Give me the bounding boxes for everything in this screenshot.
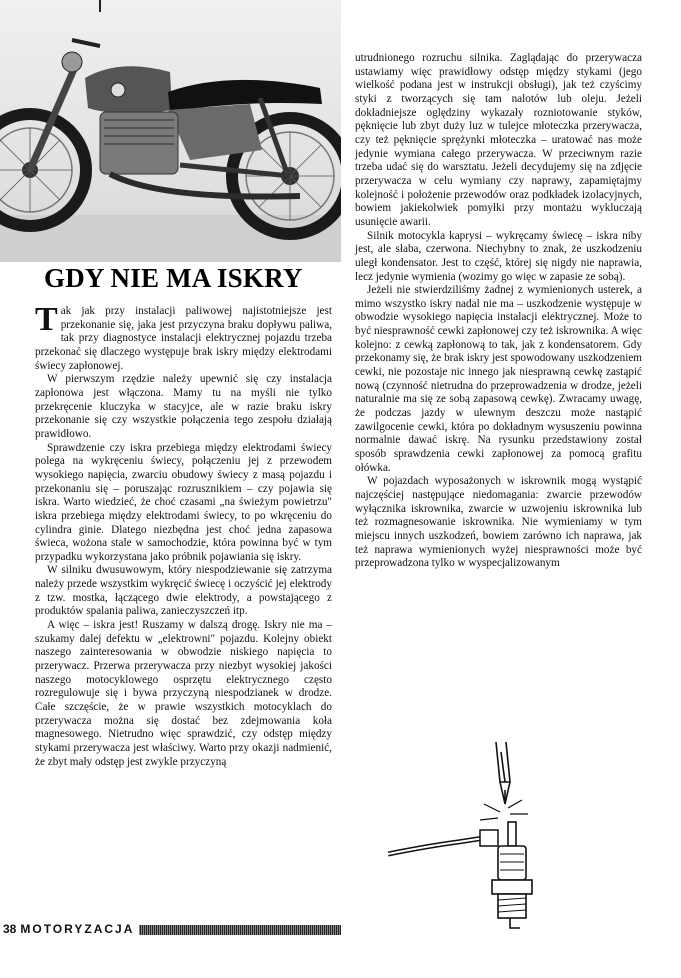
motorcycle-illustration xyxy=(0,0,341,262)
diagram-illustration xyxy=(388,742,588,932)
paragraph: A więc – iskra jest! Ruszamy w dalszą drogę. Iskry nie ma – szukamy dalej defektu w „elektrowni" pojazdu. Kolejny obiekt naszego zainteresowania w obwodzie niskiego napięcia to przerywacz. Przerwa przerywacza przy niezbyt wysokiej jakości naszego motocyklowego osprzętu elektrycznego często rozregulowuje się i bywa przyczyną niespodzianek w drodze. Całe szczęście, że w prawie wszystkich motocyklach do przerywacza można się dostać bez zdejmowania koła magnesowego. Nietrudno więc sprawdzić, czy odstęp między stykami przerywacza jest właściwy. Warto przy okazji nadmienić, że zbyt mały odstęp jest zwykle przyczyną xyxy=(35,619,332,768)
drop-cap: T xyxy=(35,301,58,338)
magazine-name: MOTORYZACJA xyxy=(20,922,135,936)
footer-label xyxy=(0,922,139,937)
page-footer xyxy=(0,921,341,937)
paragraph: Sprawdzenie czy iskra przebiega między elektrodami świecy polega na wykręceniu świecy, połączeniu jej z przewodem wysokiego napięcia, zwarciu obudowy świecy z masą pojazdu i przekonaniu się – poruszając rozrusznikiem – czy pojawia się iskra. Warto wiedzieć, że choć czasami „na świeżym powietrzu" iskra przebiega między elektrodami świecy, to po wkręceniu do cylindra ginie. Dlatego niezbędna jest choć jedna zapasowa świeca, wożona stale w samochodzie, która powinna być w tym przypadku wykorzystana jako próbnik pojawiania się iskry. xyxy=(35,441,332,563)
pencil-spark-plug-diagram xyxy=(388,742,588,932)
paragraph: utrudnionego rozruchu silnika. Zaglądając do przerywacza ustawiamy więc prawidłowy odstęp między stykami (jego wielkość podana jest w instrukcji obsługi), jak też czyścimy styki z tworzących się tam nalotów lub oleju. Jeżeli dokładniejsze oględziny wykazały rozniotowanie styków, pęknięcie lub zbyt duży luz w tulejce młoteczka przerywacza, czy też pęknięcie sprężynki młoteczka – uratować nas może jedynie wymiana całego przerywacza. W przeciwnym razie trzeba udać się do warsztatu. Jeżeli decydujemy się na zdjęcie przerywacza w celu wymiany czy naprawy, zapamiętajmy kolejność i położenie przewodów oraz podkładek izolacyjnych, bowiem jakiekolwiek pomyłki przy montażu wykluczają usunięcie awarii. xyxy=(355,52,642,228)
article-title: GDY NIE MA ISKRY xyxy=(44,263,303,293)
paragraph: W pojazdach wyposażonych w iskrownik mogą wystąpić najczęściej następujące niedomagania: zwarcie przewodów wyłącznika iskrownika, zwarcie w uzwojeniu iskrownika lub też rozmagnesowanie iskrownika. Nie wymieniamy w tym miejscu innych uszkodzeń, bowiem zarówno ich naprawa, jak też naprawa wymienionych wyżej niesprawności może być przeprowadzona tylko w wyspecjalizowanym xyxy=(355,475,642,570)
paragraph: Tak jak przy instalacji paliwowej najistotniejsze jest przekonanie się, jaka jest przyczyna braku dopływu paliwa, tak przy diagnostyce instalacji elektrycznej pojazdu trzeba przekonać się dlaczego występuje brak iskry między elektrodami świecy zapłonowej. xyxy=(35,301,332,372)
paragraph: W silniku dwusuwowym, który niespodziewanie się zatrzyma należy przede wszystkim wykręcić świecę i oczyścić jej elektrody z tzw. mostka, łączącego dwie elektrody, a powstającego z produktów spalania paliwa, zanieczyszczeń itp. xyxy=(35,564,332,618)
paragraph: W pierwszym rzędzie należy upewnić się czy instalacja zapłonowa jest włączona. Mamy tu na myśli nie tylko przekręcenie kluczyka w stacyjce, ale w razie braku iskry przekonanie się czy wszystkie połączenia tego zespołu działają prawidłowo. xyxy=(35,373,332,440)
right-column xyxy=(355,52,642,571)
page-number: 38 xyxy=(3,922,17,936)
motorcycle-photo xyxy=(0,0,341,262)
paragraph: Jeżeli nie stwierdziliśmy żadnej z wymienionych usterek, a mimo wszystko iskry nadal nie ma – uszkodzenie występuje w obwodzie wysokiego napięcia instalacji elektrycznej. Może to być niesprawność cewki zapłonowej czy też iskrownika. A więc kolejno: z cewką zapłonową to tak, jak z kondensatorem. Gdy przekonamy się, że brak iskry jest spowodowany uszkodzeniem cewki, nie pozostaje nic innego jak niesprawną cewkę zastąpić nową (czynność nietrudna do przeprowadzenia w drodze, jeżeli naturalnie ma się ze sobą zapasową cewkę). Zwracamy uwagę, że podczas jazdy w ulewnym deszczu może nastąpić zawilgocenie cewki, która po dokładnym wysuszeniu powinna normalnie dawać iskrę. Na rysunku przedstawiony został sposób sprawdzenia cewki zapłonowej za pomocą grafitu ołówka. xyxy=(355,284,642,474)
paragraph: Silnik motocykla kaprysi – wykręcamy świecę – iskra niby jest, ale słaba, czerwona. Niechybny to znak, że uszkodzeniu uległ kondensator. Jest to część, której się nigdy nie naprawia, lecz jedynie wymienia (wozimy go więc w zapasie ze sobą). xyxy=(355,229,642,283)
left-column xyxy=(35,301,332,769)
